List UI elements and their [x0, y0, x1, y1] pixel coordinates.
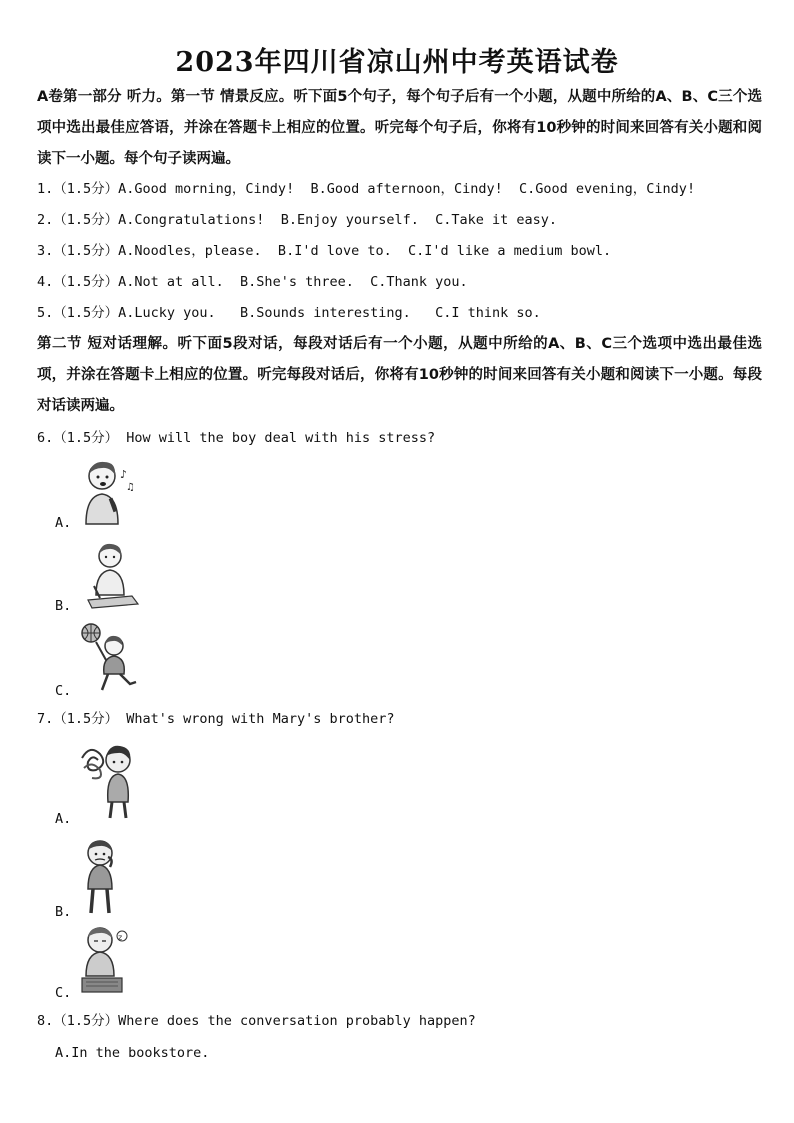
boy-basketball-icon: [80, 622, 140, 696]
question-5: 5.（1.5分）A.Lucky you. B.Sounds interesting. C.I think so.: [37, 305, 541, 321]
svg-text:♫: ♫: [126, 482, 135, 493]
boy-toothache-icon: [80, 837, 120, 915]
page-title: 2023年四川省凉山州中考英语试卷: [175, 47, 619, 78]
question-8-stem: 8.（1.5分）Where does the conversation probably happen?: [37, 1013, 476, 1029]
question-4: 4.（1.5分）A.Not at all. B.She's three. C.Thank you.: [37, 274, 468, 290]
question-1: 1.（1.5分）A.Good morning，Cindy! B.Good afternoon，Cindy! C.Good evening，Cindy!: [37, 181, 696, 197]
svg-text:♪: ♪: [120, 468, 128, 481]
question-2: 2.（1.5分）A.Congratulations! B.Enjoy yourself. C.Take it easy.: [37, 212, 558, 228]
boy-singing-icon: [78, 456, 138, 526]
q7-option-b-label: B.: [55, 904, 72, 920]
question-3: 3.（1.5分）A.Noodles，please. B.I'd love to. C.I'd like a medium bowl.: [37, 243, 612, 259]
question-7-stem: 7.（1.5分） What's wrong with Mary's brother?: [37, 711, 395, 727]
section1-instructions: A卷第一部分 听力。第一节 情景反应。听下面5个句子，每个句子后有一个小题，从题中所给的A、B、C三个选项中选出最佳应答语，并涂在答题卡上相应的位置。听完每个句子后，你将有10秒钟的时间来回答有关小题和阅读下一小题。每个句子读两遍。: [37, 89, 762, 167]
section2-instructions: 第二节 短对话理解。听下面5段对话，每段对话后有一个小题，从题中所给的A、B、C三个选项中选出最佳选项，并涂在答题卡上相应的位置。听完每段对话后，你将有10秒钟的时间来回答有关小题和阅读下一小题。每段对话读两遍。: [37, 336, 762, 414]
q6-option-b-label: B.: [55, 598, 72, 614]
boy-writing-icon: [82, 540, 140, 612]
q7-option-c-label: C.: [55, 985, 72, 1001]
boy-tired-icon: [80, 924, 132, 996]
q6-option-a-label: A.: [55, 515, 72, 531]
q8-option-a: A.In the bookstore.: [55, 1045, 210, 1061]
question-6-stem: 6.（1.5分） How will the boy deal with his stress?: [37, 430, 436, 446]
q7-option-a-label: A.: [55, 811, 72, 827]
boy-dizzy-icon: [78, 738, 138, 820]
q6-option-c-label: C.: [55, 683, 72, 699]
svg-text:z: z: [118, 933, 123, 942]
